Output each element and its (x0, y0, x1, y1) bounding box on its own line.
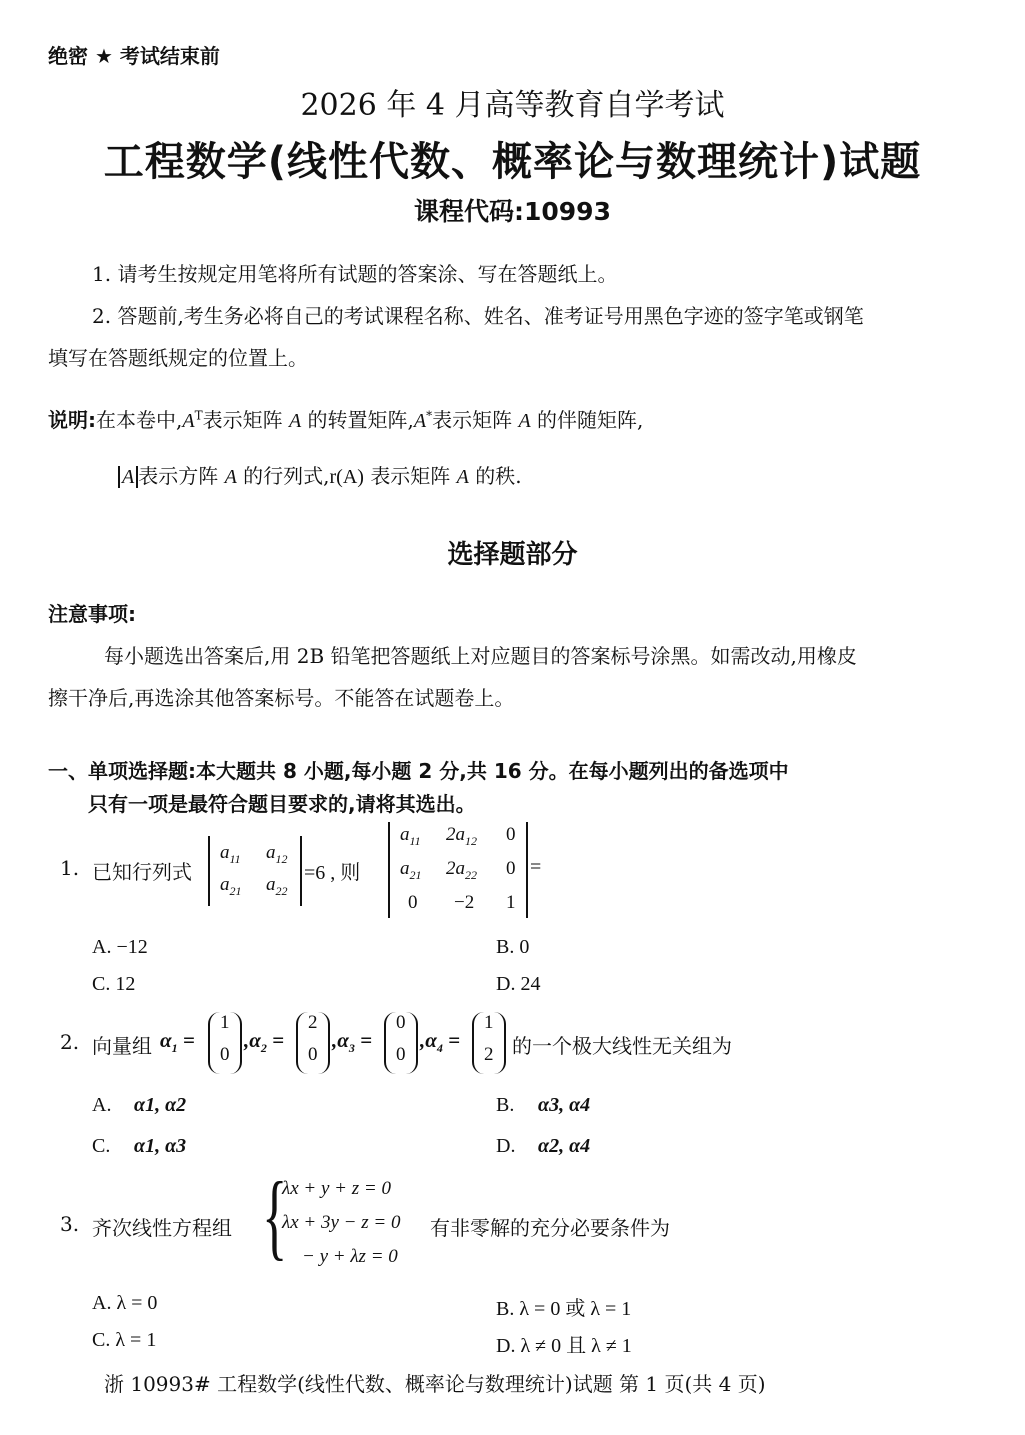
q2-vec1-bot: 0 (220, 1044, 230, 1065)
q1-option-b: B. 0 (496, 936, 530, 958)
q2-vec2-bot: 0 (308, 1044, 318, 1065)
q2-vec4-top: 1 (484, 1012, 494, 1033)
secret-mark: 绝密 ★ 考试结束前 (48, 44, 220, 68)
q2-option-c: α1, α3 (134, 1135, 187, 1157)
q2-vec1-top: 1 (220, 1012, 230, 1033)
q2-option-d: α2, α4 (538, 1135, 591, 1157)
q2-option-a: α1, α2 (134, 1094, 187, 1116)
q3-option-b: B. λ = 0 或 λ = 1 (496, 1298, 632, 1320)
page-footer: 浙 10993# 工程数学(线性代数、概率论与数理统计)试题 第 1 页(共 4 页) (104, 1372, 766, 1396)
note-line-1: 说明:在本卷中$,A^T$表示矩阵 A 的转置矩阵,A*表示矩阵 A 的伴随矩阵, (48, 408, 644, 432)
q3-tail: 有非零解的充分必要条件为 (430, 1216, 670, 1240)
notice-label: 注意事项: (48, 602, 136, 626)
q1-option-c: C. 12 (92, 973, 136, 995)
q3-option-a: A. λ = 0 (92, 1292, 158, 1314)
part1-heading-cont: 只有一项是最符合题目要求的,请将其选出。 (88, 792, 476, 816)
q3-brace: { (262, 1162, 288, 1269)
q1-det2: $a_{11}$ $a_{12}$ $a_{21}$ $a_{22}$ (208, 836, 302, 906)
q2-vec3-top: 0 (396, 1012, 406, 1033)
section-title: 选择题部分 (447, 540, 578, 570)
q2-option-a-label: A. (92, 1094, 112, 1116)
q2-vec2-top: 2 (308, 1012, 318, 1033)
q2-option-b-label: B. (496, 1094, 515, 1116)
q3-eq2: λx + 3y − z = 0 (282, 1212, 401, 1233)
paper-title: 工程数学(线性代数、概率论与数理统计)试题 (103, 139, 922, 185)
q3-option-d: D. λ ≠ 0 且 λ ≠ 1 (496, 1335, 632, 1357)
q2-tail: 的一个极大线性无关组为 (512, 1034, 732, 1058)
q2-option-b: α3, α4 (538, 1094, 591, 1116)
notice-line-1: 每小题选出答案后,用 2B 铅笔把答题纸上对应题目的答案标号涂黑。如需改动,用橡皮 (104, 644, 857, 668)
q1-text: 已知行列式 (92, 860, 192, 884)
note-label: 说明: (48, 408, 96, 432)
q1-option-d: D. 24 (496, 973, 541, 995)
q1-number: 1. (60, 856, 80, 880)
q3-eq1: λx + y + z = 0 (282, 1178, 391, 1199)
course-code: 课程代码:10993 (414, 197, 611, 226)
q3-option-c: C. λ = 1 (92, 1329, 157, 1351)
q1-option-a: A. −12 (92, 936, 148, 958)
notice-line-2: 擦干净后,再选涂其他答案标号。不能答在试题卷上。 (48, 686, 515, 710)
q3-text: 齐次线性方程组 (92, 1216, 232, 1240)
part1-heading: 一、单项选择题:本大题共 8 小题,每小题 2 分,共 16 分。在每小题列出的备选项中 (48, 759, 789, 783)
q1-eq: =6 , 则 (304, 862, 361, 884)
q2-text: 向量组 (92, 1034, 152, 1058)
q2-alpha3-label: $,\alpha_3$ = (332, 1028, 373, 1056)
note-line-2: A 表示方阵 A 的行列式,r(A) 表示矩阵 A 的秩. (118, 460, 522, 489)
instruction-2-cont: 填写在答题纸规定的位置上。 (48, 346, 308, 370)
q2-vec3-bot: 0 (396, 1044, 406, 1065)
q2-alpha1-label: $\alpha_1$ = (160, 1028, 195, 1056)
q2-alpha2-label: $,\alpha_2$ = (244, 1028, 285, 1056)
exam-title: 2026 年 4 月高等教育自学考试 (300, 88, 725, 123)
instruction-2: 2. 答题前,考生务必将自己的考试课程名称、姓名、准考证号用黑色字迹的签字笔或钢笔 (92, 304, 864, 328)
q2-option-d-label: D. (496, 1135, 516, 1157)
q2-option-c-label: C. (92, 1135, 111, 1157)
q2-number: 2. (60, 1030, 80, 1054)
q3-eq3: − y + λz = 0 (302, 1246, 398, 1267)
q3-number: 3. (60, 1212, 80, 1236)
q2-alpha4-label: $,\alpha_4$ = (420, 1028, 461, 1056)
instruction-1: 1. 请考生按规定用笔将所有试题的答案涂、写在答题纸上。 (92, 262, 618, 286)
q2-vec4-bot: 2 (484, 1044, 494, 1065)
q1-end: = (530, 856, 542, 878)
q1-det3: $a_{11}$ $2a_{12}$ 0 $a_{21}$ $2a_{22}$ 0 0 −2 1 (388, 822, 528, 918)
